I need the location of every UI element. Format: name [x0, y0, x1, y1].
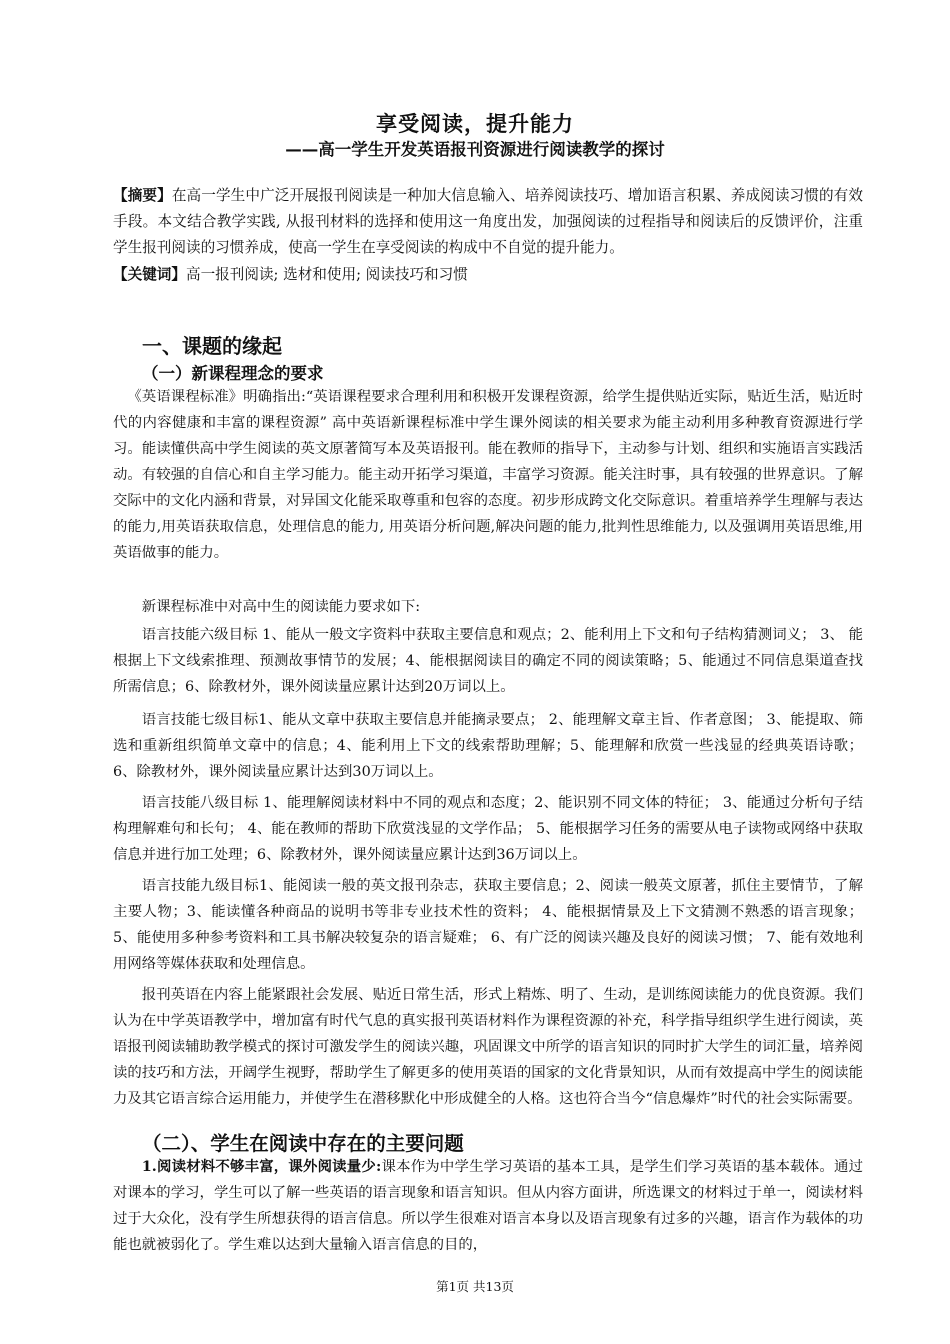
- keywords-text: 高一报刊阅读; 选材和使用; 阅读技巧和习惯: [185, 266, 468, 283]
- document-title: 享受阅读，提升能力: [376, 112, 574, 136]
- subsection-heading-1: （一）新课程理念的要求: [142, 364, 324, 383]
- section-heading: 一、课题的缘起: [142, 334, 282, 358]
- subsection-heading-2: （二）、学生在阅读中存在的主要问题: [142, 1132, 464, 1155]
- keywords-block: [113, 262, 863, 288]
- paragraph-level-6: 语言技能六级目标 1、能从一般文字资料中获取主要信息和观点；2、能利用上下文和句子结构猜测词义； 3、 能根据上下文线索推理、预测故事情节的发展；4、能根据阅读目的确定不同的阅读策略；5、能通过不同信息渠道查找所需信息；6、除教材外，课外阅读量应累计达到20万词以上。: [113, 627, 863, 695]
- paragraph-level-9: 语言技能九级目标1、能阅读一般的英文报刊杂志，获取主要信息；2、阅读一般英文原著，抓住主要情节，了解主要人物；3、能读懂各种商品的说明书等非专业技术性的资料； 4、能根据情景及上下文猜测不熟悉的语言现象；5、能使用多种参考资料和工具书解决较复杂的语言疑难； 6、有广泛的阅读兴趣及良好的阅读习惯； 7、能有效地利用网络等媒体获取和处理信息。: [113, 878, 863, 972]
- paragraph-problem-1: [113, 1154, 863, 1258]
- abstract-block: [113, 183, 863, 261]
- problem-1-heading: 1.阅读材料不够丰富，课外阅读量少:: [141, 1158, 382, 1175]
- page-footer: 第1页 共13页: [436, 1279, 514, 1294]
- keywords-label: 【关键词】: [113, 266, 186, 283]
- problem-1-text: 课本作为中学生学习英语的基本工具，是学生们学习英语的基本载体。通过对课本的学习，学生可以了解一些英语的语言现象和语言知识。但从内容方面讲，所选课文的材料过于单一，阅读材料过于大众化，没有学生所想获得的语言信息。所以学生很难对语言本身以及语言现象有过多的兴趣，语言作为载体的功能也就被弱化了。学生难以达到大量输入语言信息的目的，: [113, 1159, 863, 1253]
- paragraph-intro-requirements: 新课程标准中对高中生的阅读能力要求如下:: [141, 599, 421, 615]
- paragraph-curriculum-standard: 《英语课程标准》明确指出:“英语课程要求合理利用和积极开发课程资源，给学生提供贴近实际，贴近生活，贴近时代的内容健康和丰富的课程资源” 高中英语新课程标准中学生课外阅读的相关要求为能主动利用多种教育资源进行学习。能读懂供高中学生阅读的英文原著简写本及英语报刊。能在教师的指导下，主动参与计划、组织和实施语言实践活动。有较强的自信心和自主学习能力。能主动开拓学习渠道，丰富学习资源。能关注时事，具有较强的世界意识。了解交际中的文化内涵和背景，对异国文化能采取尊重和包容的态度。初步形成跨文化交际意识。着重培养学生理解与表达的能力,用英语获取信息，处理信息的能力, 用英语分析问题,解决问题的能力,批判性思维能力, 以及强调用英语思维,用英语做事的能力。: [113, 389, 863, 561]
- paragraph-newspaper-english: 报刊英语在内容上能紧跟社会发展、贴近日常生活，形式上精炼、明了、生动，是训练阅读能力的优良资源。我们认为在中学英语教学中，增加富有时代气息的真实报刊英语材料作为课程资源的补充，科学指导组织学生进行阅读，英语报刊阅读辅助教学模式的探讨可激发学生的阅读兴趣，巩固课文中所学的语言知识的同时扩大学生的词汇量，培养阅读的技巧和方法，开阔学生视野，帮助学生了解更多的使用英语的国家的文化背景知识，从而有效提高中学生的阅读能力及其它语言综合运用能力，并使学生在潜移默化中形成健全的人格。这也符合当今“信息爆炸”时代的社会实际需要。: [113, 987, 863, 1107]
- paragraph-level-8: 语言技能八级目标 1、能理解阅读材料中不同的观点和态度；2、能识别不同文体的特征； 3、能通过分析句子结构理解难句和长句； 4、能在教师的帮助下欣赏浅显的文学作品； 5、能根据学习任务的需要从电子读物或网络中获取信息并进行加工处理；6、除教材外，课外阅读量应累计达到36万词以上。: [113, 795, 863, 863]
- abstract-label: 【摘要】: [113, 187, 172, 204]
- abstract-text: 在高一学生中广泛开展报刊阅读是一种加大信息输入、培养阅读技巧、增加语言积累、养成阅读习惯的有效手段。本文结合教学实践, 从报刊材料的选择和使用这一角度出发，加强阅读的过程指导和阅读后的反馈评价，注重学生报刊阅读的习惯养成，使高一学生在享受阅读的构成中不自觉的提升能力。: [113, 187, 863, 256]
- document-subtitle: ——高一学生开发英语报刊资源进行阅读教学的探讨: [285, 140, 665, 159]
- paragraph-level-7: 语言技能七级目标1、能从文章中获取主要信息并能摘录要点； 2、能理解文章主旨、作者意图； 3、能提取、筛选和重新组织简单文章中的信息；4、能利用上下文的线索帮助理解；5、能理解和欣赏一些浅显的经典英语诗歌； 6、除教材外，课外阅读量应累计达到30万词以上。: [113, 712, 863, 780]
